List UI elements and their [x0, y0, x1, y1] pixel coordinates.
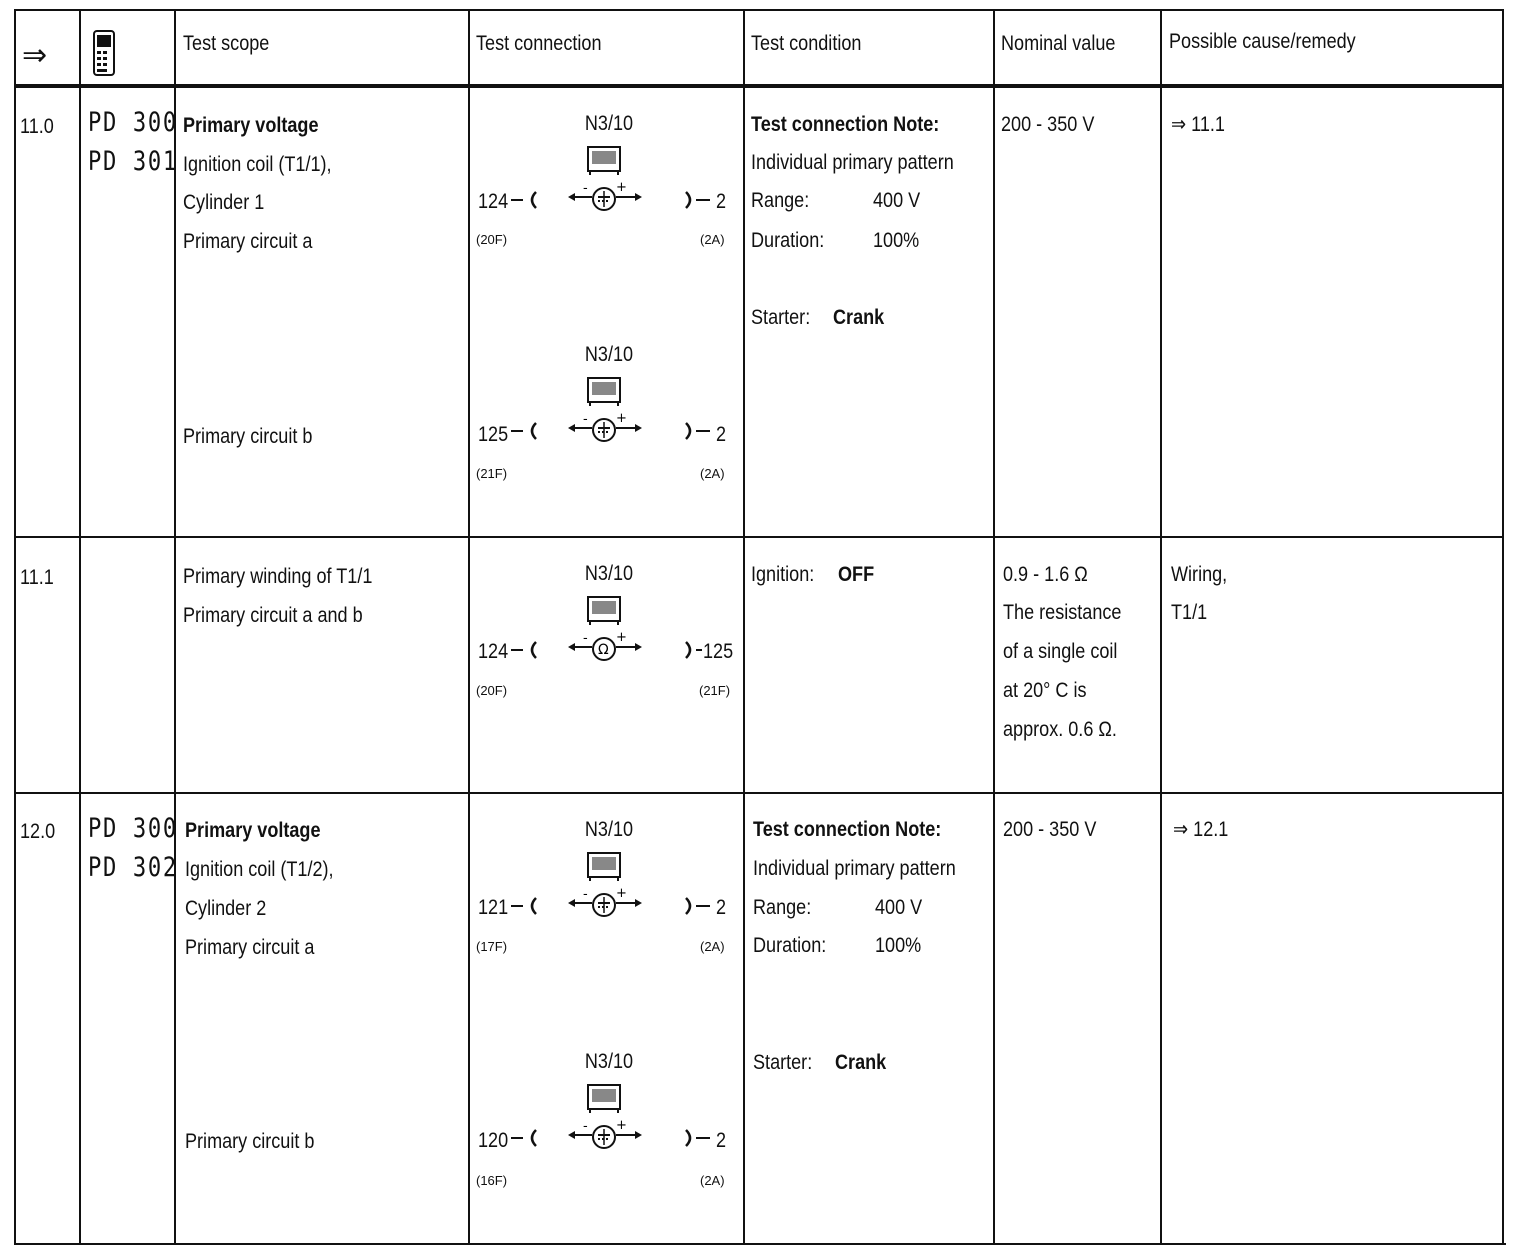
svg-text:+: +: [616, 411, 627, 426]
left-pin-sub: (17F): [476, 939, 508, 954]
right-pin-sub: (2A): [700, 1173, 725, 1188]
range-value: 400 V: [875, 896, 923, 919]
socket-box-icon: [588, 378, 620, 406]
starter-label: Starter:: [751, 306, 811, 329]
scope-line: Ignition coil (T1/1),: [183, 153, 332, 176]
range-label: Range:: [753, 896, 812, 919]
device-label: N3/10: [584, 112, 634, 135]
ohmmeter-diagram: [474, 562, 744, 682]
table-border-left: [14, 9, 16, 1245]
test-connection-diagram: [474, 112, 744, 232]
scope-line: Cylinder 2: [185, 897, 267, 920]
condition-title: Test connection Note:: [753, 818, 942, 841]
left-pin: 121: [478, 896, 509, 919]
header-possible-cause: Possible cause/remedy: [1169, 30, 1356, 53]
header-test-connection: Test connection: [476, 32, 602, 55]
scope-line: Primary circuit a: [183, 230, 313, 253]
ignition-label: Ignition:: [751, 563, 815, 586]
step-number: 11.1: [20, 566, 54, 589]
left-pin-sub: (21F): [476, 466, 508, 481]
starter-label: Starter:: [753, 1051, 813, 1074]
left-pin: 125: [478, 423, 509, 446]
range-label: Range:: [751, 189, 810, 212]
svg-text:-: -: [583, 887, 588, 902]
fault-code: PD 300: [88, 813, 178, 844]
right-plug-icon: [686, 642, 702, 658]
voltmeter-symbol-icon: [568, 180, 642, 210]
right-pin-sub: (21F): [699, 683, 731, 698]
svg-text:-: -: [583, 181, 588, 196]
device-label: N3/10: [584, 343, 634, 366]
right-plug-icon: [686, 898, 710, 914]
remedy-line: T1/1: [1171, 601, 1208, 624]
scope-line: Primary circuit a: [185, 936, 315, 959]
left-plug-icon: [511, 1130, 536, 1146]
fault-code: PD 302: [88, 852, 178, 883]
left-pin-sub: (20F): [476, 232, 508, 247]
test-connection-diagram: [474, 818, 744, 938]
socket-box-icon: [588, 147, 620, 175]
left-plug-icon: [511, 642, 536, 658]
left-pin: 124: [478, 190, 509, 213]
left-pin: 120: [478, 1129, 509, 1152]
voltmeter-diagram: [474, 818, 744, 938]
starter-value: Crank: [835, 1051, 887, 1074]
scope-line: Primary circuit b: [185, 1130, 315, 1153]
col-divider-6: [1160, 9, 1162, 1245]
left-pin-sub: (16F): [476, 1173, 508, 1188]
voltmeter-diagram: [474, 343, 744, 463]
nominal-value: 0.9 - 1.6 Ω: [1003, 563, 1088, 586]
fault-code: PD 301: [88, 146, 178, 177]
col-divider-1: [79, 9, 81, 1245]
right-pin-sub: (2A): [700, 232, 725, 247]
header-test-condition: Test condition: [751, 32, 862, 55]
scope-line: Cylinder 1: [183, 191, 265, 214]
starter-value: Crank: [833, 306, 885, 329]
step-number: 11.0: [20, 115, 54, 138]
remedy-line: Wiring,: [1171, 563, 1228, 586]
ohmmeter-symbol-icon: [568, 630, 642, 660]
right-plug-icon: [686, 1130, 710, 1146]
svg-text:-: -: [583, 631, 588, 646]
nominal-note: at 20° C is: [1003, 679, 1087, 702]
hand-held-tester-icon: [92, 30, 116, 81]
condition-line: Individual primary pattern: [753, 857, 956, 880]
left-plug-icon: [511, 898, 536, 914]
scope-title: Primary voltage: [183, 114, 319, 137]
col-divider-5: [993, 9, 995, 1245]
nominal-note: The resistance: [1003, 601, 1122, 624]
scope-line: Primary circuit b: [183, 425, 313, 448]
test-connection-diagram: [474, 1050, 744, 1170]
svg-text:-: -: [583, 1119, 588, 1134]
socket-box-icon: [588, 597, 620, 625]
svg-text:+: +: [616, 180, 627, 195]
left-plug-icon: [511, 423, 536, 439]
socket-box-icon: [588, 853, 620, 881]
table-border-bottom: [14, 1243, 1506, 1245]
header-test-scope: Test scope: [183, 32, 270, 55]
duration-value: 100%: [875, 934, 922, 957]
duration-label: Duration:: [753, 934, 827, 957]
range-value: 400 V: [873, 189, 921, 212]
right-plug-icon: [686, 192, 710, 208]
duration-label: Duration:: [751, 229, 825, 252]
device-label: N3/10: [584, 1050, 634, 1073]
row-divider-1: [14, 536, 1502, 538]
ohm-symbol: Ω: [598, 642, 609, 658]
condition-line: Individual primary pattern: [751, 151, 954, 174]
table-border-right: [1502, 9, 1504, 1245]
voltmeter-diagram: [474, 1050, 744, 1170]
right-pin: 2: [716, 423, 727, 446]
condition-title: Test connection Note:: [751, 113, 940, 136]
voltmeter-symbol-icon: [568, 1118, 642, 1148]
scope-line: Primary winding of T1/1: [183, 565, 373, 588]
nominal-note: of a single coil: [1003, 640, 1118, 663]
socket-box-icon: [588, 1085, 620, 1113]
right-pin: 2: [716, 1129, 727, 1152]
remedy-link[interactable]: ⇒ 12.1: [1173, 818, 1229, 841]
right-pin-sub: (2A): [700, 939, 725, 954]
ignition-value: OFF: [838, 563, 875, 586]
duration-value: 100%: [873, 229, 920, 252]
header-divider: [14, 84, 1502, 88]
scope-line: Ignition coil (T1/2),: [185, 858, 334, 881]
scope-title: Primary voltage: [185, 819, 321, 842]
voltmeter-symbol-icon: [568, 411, 642, 441]
device-label: N3/10: [584, 818, 634, 841]
right-pin: 2: [716, 896, 727, 919]
table-border-top: [14, 9, 1502, 11]
test-connection-diagram: [474, 343, 744, 463]
device-label: N3/10: [584, 562, 634, 585]
voltmeter-diagram: [474, 112, 744, 232]
remedy-link[interactable]: ⇒ 11.1: [1171, 113, 1225, 136]
header-nominal-value: Nominal value: [1001, 32, 1116, 55]
step-number: 12.0: [20, 820, 56, 843]
scope-line: Primary circuit a and b: [183, 604, 363, 627]
col-divider-3: [468, 9, 470, 1245]
row-divider-2: [14, 792, 1502, 794]
svg-text:+: +: [616, 630, 627, 645]
left-plug-icon: [511, 192, 536, 208]
svg-text:+: +: [616, 1118, 627, 1133]
test-connection-diagram: [474, 562, 744, 682]
right-pin: 2: [716, 190, 727, 213]
voltmeter-symbol-icon: [568, 886, 642, 916]
svg-text:-: -: [583, 412, 588, 427]
left-pin: 124: [478, 640, 509, 663]
nominal-note: approx. 0.6 Ω.: [1003, 718, 1117, 741]
right-pin: 125: [703, 640, 734, 663]
nominal-value: 200 - 350 V: [1001, 113, 1095, 136]
right-pin-sub: (2A): [700, 466, 725, 481]
header-arrow: ⇒: [22, 38, 48, 73]
right-plug-icon: [686, 423, 710, 439]
nominal-value: 200 - 350 V: [1003, 818, 1097, 841]
fault-code: PD 300: [88, 107, 178, 138]
col-divider-2: [174, 9, 176, 1245]
svg-text:+: +: [616, 886, 627, 901]
left-pin-sub: (20F): [476, 683, 508, 698]
